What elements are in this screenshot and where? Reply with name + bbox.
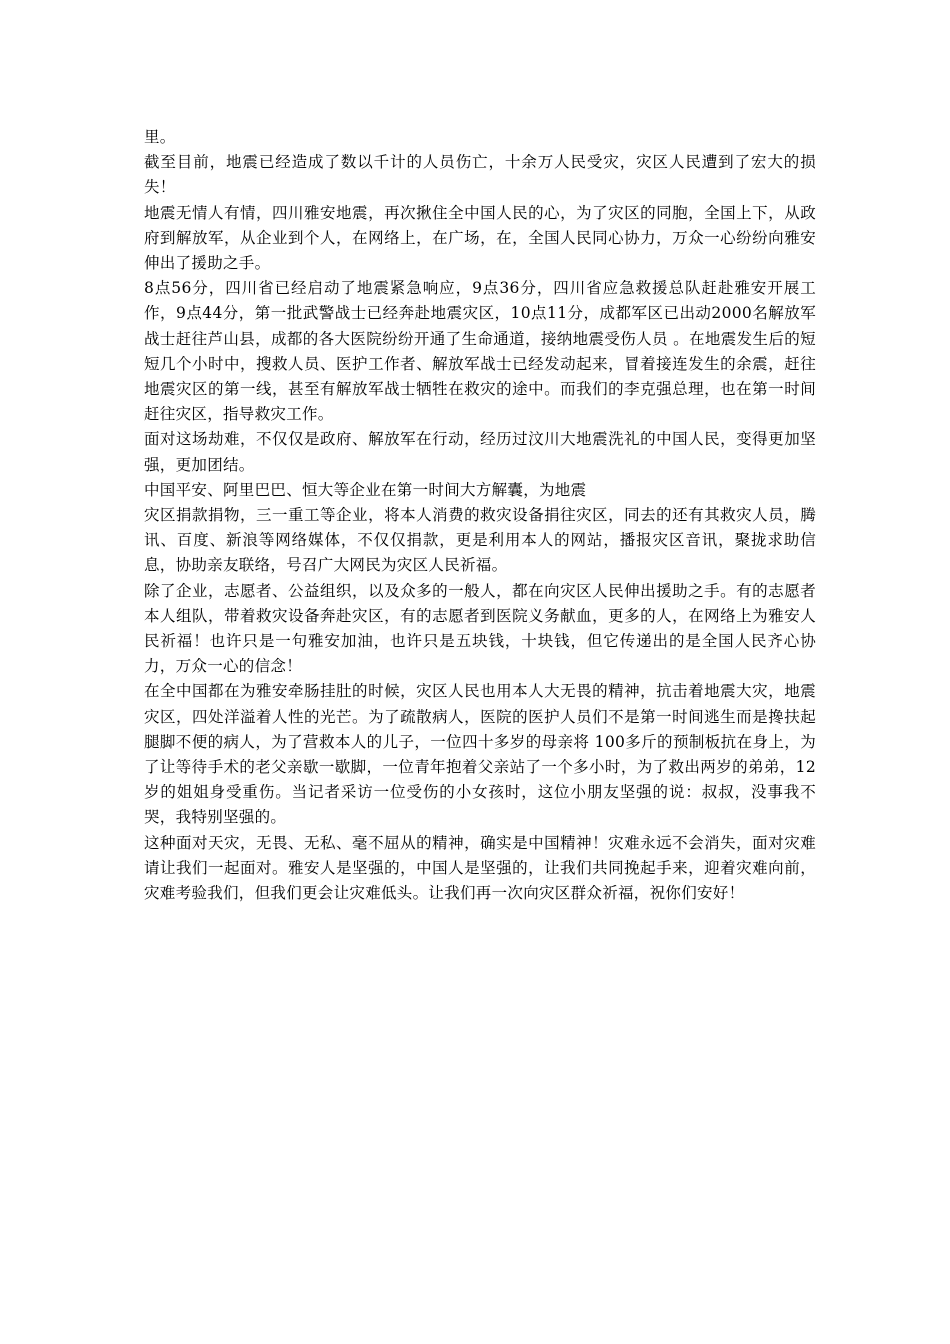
paragraph-1: 里。 bbox=[144, 128, 176, 146]
paragraph-3: 地震无情人有情，四川雅安地震，再次揪住全中国人民的心，为了灾区的同胞，全国上下，从政府到解放军，从企业到个人，在网络上，在广场，在，全国人民同心协力，万众一心纷纷向雅安伸出了援助之手。 bbox=[144, 203, 816, 273]
paragraph-4: 8点56分，四川省已经启动了地震紧急响应，9点36分，四川省应急救援总队赶赴雅安开展工作，9点44分，第一批武警战士已经奔赴地震灾区，10点11分，成都军区已出动2000名解放军战士赶往芦山县，成都的各大医院纷纷开通了生命通道，接纳地震受伤人员 。在地震发生后的短短几个小时中，搜救人员、医护工作者、解放军战士已经发动起来，冒着接连发生的余震，赶往地震灾区的第一线，甚至有解放军战士牺牲在救灾的途中。而我们的李克强总理，也在第一时间赶往灾区，指导救灾工作。 bbox=[144, 279, 816, 424]
paragraph-7: 灾区捐款捐物，三一重工等企业，将本人消费的救灾设备捐往灾区，同去的还有其救灾人员，腾讯、百度、新浪等网络媒体，不仅仅捐款，更是利用本人的网站，播报灾区音讯，聚拢求助信息，协助亲友联络，号召广大网民为灾区人民祈福。 bbox=[144, 506, 816, 575]
paragraph-2: 截至目前，地震已经造成了数以千计的人员伤亡，十余万人民受灾，灾区人民遭到了宏大的损失！ bbox=[144, 153, 816, 197]
paragraph-9: 在全中国都在为雅安牵肠挂肚的时候，灾区人民也用本人大无畏的精神，抗击着地震大灾，地震灾区，四处洋溢着人性的光芒。为了疏散病人，医院的医护人员们不是第一时间逃生而是搀扶起腿脚不便的病人，为了营救本人的儿子，一位四十多岁的母亲将 100多斤的预制板抗在身上，为了让等待手术的老父亲歇一歇脚，一位青年抱着父亲站了一个多小时，为了救出两岁的弟弟，12岁的姐姐身受重伤。当记者采访一位受伤的小女孩时，这位小朋友坚强的说：叔叔，没事我不哭，我特别坚强的。 bbox=[144, 682, 816, 827]
paragraph-5: 面对这场劫难，不仅仅是政府、解放军在行动，经历过汶川大地震洗礼的中国人民，变得更加坚强，更加团结。 bbox=[144, 430, 816, 474]
document-body bbox=[144, 125, 816, 906]
paragraph-10: 这种面对天灾，无畏、无私、毫不屈从的精神，确实是中国精神！灾难永远不会消失，面对灾难请让我们一起面对。雅安人是坚强的，中国人是坚强的，让我们共同挽起手来，迎着灾难向前，灾难考验我们，但我们更会让灾难低头。让我们再一次向灾区群众祈福，祝你们安好！ bbox=[144, 833, 816, 903]
paragraph-6: 中国平安、阿里巴巴、恒大等企业在第一时间大方解囊，为地震 bbox=[144, 480, 587, 499]
paragraph-8: 除了企业，志愿者、公益组织，以及众多的一般人，都在向灾区人民伸出援助之手。有的志愿者本人组队，带着救灾设备奔赴灾区，有的志愿者到医院义务献血，更多的人，在网络上为雅安人民祈福！也许只是一句雅安加油，也许只是五块钱，十块钱，但它传递出的是全国人民齐心协力，万众一心的信念！ bbox=[144, 581, 816, 676]
